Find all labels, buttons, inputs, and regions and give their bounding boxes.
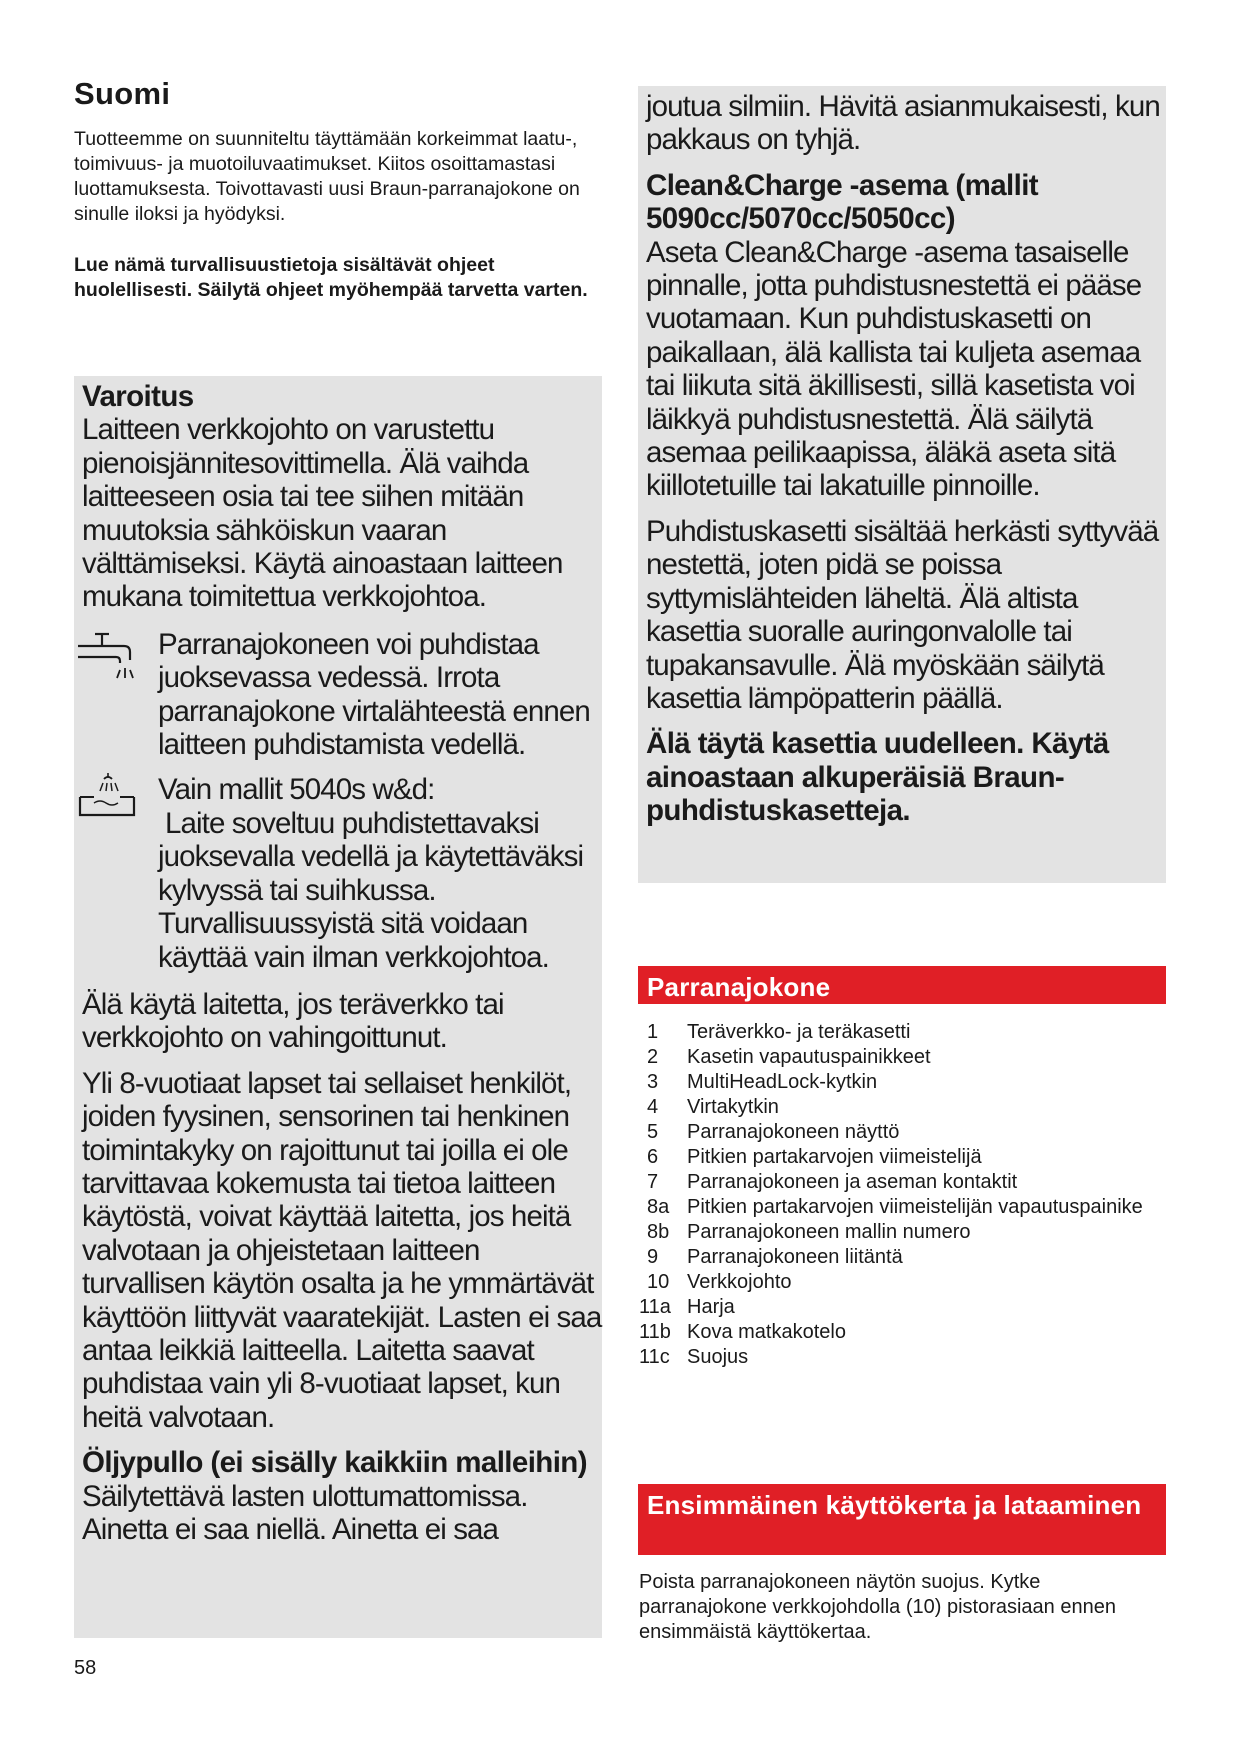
part-number: 11a bbox=[639, 1296, 671, 1318]
parts-list-item bbox=[639, 1145, 1169, 1170]
part-label: Pitkien partakarvojen viimeistelijän vapautuspainike bbox=[687, 1196, 1143, 1218]
parts-list-item bbox=[639, 1045, 1169, 1070]
children-warning: Yli 8-vuotiaat lapset tai sellaiset henkilöt, joiden fyysinen, sensorinen tai henkinen toimintakyky on rajoittunut tai joilla ei ole tarvittavaa kokemusta tai tietoa laitteen käytöstä, voivat käyttää laitetta, jos heitä valvotaan ja ohjeistetaan laitteen turvallisen käytön osalta ja he ymmärtävät käyttöön liittyvät vaaratekijät. Lasten ei saa antaa leikkiä laitteella. Laitetta saavat puhdistaa vain yli 8-vuotiaat lapset, kun heitä valvotaan. bbox=[82, 1066, 602, 1434]
damage-warning: Älä käytä laitetta, jos teräverkko tai verkkojohto on vahingoittunut. bbox=[82, 987, 504, 1055]
page-number: 58 bbox=[74, 1657, 97, 1679]
part-number: 11b bbox=[639, 1321, 671, 1343]
part-label: Kasetin vapautuspainikkeet bbox=[687, 1046, 931, 1068]
parts-list bbox=[639, 1020, 1169, 1370]
part-number: 5 bbox=[647, 1121, 659, 1143]
part-label: MultiHeadLock-kytkin bbox=[687, 1071, 878, 1093]
oil-text: Säilytettävä lasten ulottumattomissa. Ainetta ei saa niellä. Ainetta ei saa bbox=[82, 1479, 528, 1546]
bath-text: Laite soveltuu puhdistettavaksi juoksevalla vedellä ja käytettäväksi kylvyssä tai suihkussa. Turvallisuussyistä sitä voidaan käyttää vain ilman verkkojohtoa. bbox=[158, 806, 584, 974]
part-number: 7 bbox=[647, 1171, 659, 1193]
parts-list-item bbox=[639, 1020, 1169, 1045]
parts-list-item bbox=[639, 1195, 1169, 1220]
part-label: Parranajokoneen liitäntä bbox=[687, 1246, 903, 1268]
part-number: 1 bbox=[647, 1021, 659, 1043]
warning-heading: Varoitus bbox=[82, 380, 194, 413]
first-use-text: Poista parranajokoneen näytön suojus. Kytke parranajokone verkkojohdolla (10) pistorasiaan ennen ensimmäistä käyttökertaa. bbox=[639, 1571, 1116, 1643]
bath-shower-row bbox=[82, 773, 602, 973]
part-number: 8b bbox=[647, 1221, 670, 1243]
part-number: 3 bbox=[647, 1071, 659, 1093]
cartridge-text: Puhdistuskasetti sisältää herkästi syttyvää nestettä, joten pidä se poissa syttymislähteiden läheltä. Älä altista kasettia suoralle auringonvalolle tai tupakansavulle. Älä myöskään säilytä kasettia lämpöpatterin päällä. bbox=[646, 514, 1159, 715]
parts-list-item bbox=[639, 1120, 1169, 1145]
part-number: 11c bbox=[639, 1346, 670, 1368]
parts-list-item bbox=[639, 1320, 1169, 1345]
water-cleaning-row bbox=[82, 628, 602, 762]
station-content bbox=[646, 90, 1166, 828]
oil-heading: Öljypullo (ei sisälly kaikkiin malleihin) bbox=[82, 1446, 587, 1480]
part-label: Verkkojohto bbox=[687, 1271, 792, 1293]
parts-list-item bbox=[639, 1095, 1169, 1120]
part-label: Parranajokoneen mallin numero bbox=[687, 1221, 971, 1243]
parts-list-item bbox=[639, 1270, 1169, 1295]
part-label: Kova matkakotelo bbox=[687, 1321, 846, 1343]
warning-content bbox=[82, 380, 602, 1546]
part-number: 10 bbox=[647, 1271, 670, 1293]
part-label: Parranajokoneen ja aseman kontaktit bbox=[687, 1171, 1018, 1193]
cartridge-bold: Älä täytä kasettia uudelleen. Käytä ainoastaan alkuperäisiä Braun-puhdistuskasetteja. bbox=[646, 727, 1109, 828]
parts-list-item bbox=[639, 1295, 1169, 1320]
water-cleaning-text: Parranajokoneen voi puhdistaa juoksevassa vedessä. Irrota parranajokone virtalähteestä ennen laitteen puhdistamista vedellä. bbox=[158, 627, 590, 762]
part-label: Harja bbox=[687, 1296, 735, 1318]
station-text: Aseta Clean&Charge -asema tasaiselle pinnalle, jotta puhdistusnestettä ei pääse vuotamaan. Kun puhdistuskasetti on paikallaan, älä kallista tai kuljeta asemaa tai liikuta sitä äkillisesti, sillä kasetista voi läikkyä puhdistusnestettä. Älä säilytä asemaa peilikaapissa, äläkä aseta sitä kiillotetuille tai lakatuille pinnoille. bbox=[646, 235, 1142, 503]
first-use-heading: Ensimmäinen käyttökerta ja lataaminen bbox=[638, 1484, 1166, 1555]
parts-list-item bbox=[639, 1220, 1169, 1245]
station-heading: Clean&Charge -asema (mallit 5090cc/5070cc/5050cc) bbox=[646, 168, 1039, 236]
intro-paragraph: Tuotteemme on suunniteltu täyttämään korkeimmat laatu-, toimivuus- ja muotoiluvaatimukset. Kiitos osoittamastasi luottamuksesta. Toivottavasti uusi Braun-parranajokone on sinulle iloksi ja hyödyksi. bbox=[74, 128, 580, 225]
parts-list-item bbox=[639, 1345, 1169, 1370]
part-label: Pitkien partakarvojen viimeistelijä bbox=[687, 1146, 982, 1168]
part-number: 6 bbox=[647, 1146, 659, 1168]
continued-text: joutua silmiin. Hävitä asianmukaisesti, kun pakkaus on tyhjä. bbox=[646, 90, 1160, 157]
part-label: Teräverkko- ja teräkasetti bbox=[687, 1021, 911, 1043]
part-label: Parranajokoneen näyttö bbox=[687, 1121, 900, 1143]
part-label: Suojus bbox=[687, 1346, 749, 1368]
parts-list-item bbox=[639, 1070, 1169, 1095]
bath-models: Vain mallit 5040s w&d: bbox=[158, 773, 435, 807]
bath-shower-body bbox=[158, 773, 602, 973]
part-number: 8a bbox=[647, 1196, 670, 1218]
part-number: 4 bbox=[647, 1096, 659, 1118]
bath-shower-icon bbox=[82, 773, 158, 833]
part-number: 2 bbox=[647, 1046, 659, 1068]
shaver-section-heading: Parranajokone bbox=[638, 966, 1166, 1004]
intro-bold-paragraph: Lue nämä turvallisuustietoja sisältävät ohjeet huolellisesti. Säilytä ohjeet myöhempää tarvetta varten. bbox=[74, 254, 588, 301]
tap-water-icon bbox=[82, 628, 158, 688]
warning-text: Laitteen verkkojohto on varustettu pienoisjännitesovittimella. Älä vaihda laitteeseen osia tai tee siihen mitään muutoksia sähköiskun vaaran välttämiseksi. Käytä ainoastaan laitteen mukana toimitettua verkkojohtoa. bbox=[82, 413, 563, 614]
part-label: Virtakytkin bbox=[687, 1096, 779, 1118]
page-title: Suomi bbox=[74, 76, 171, 111]
part-number: 9 bbox=[647, 1246, 659, 1268]
parts-list-item bbox=[639, 1170, 1169, 1195]
parts-list-item bbox=[639, 1245, 1169, 1270]
